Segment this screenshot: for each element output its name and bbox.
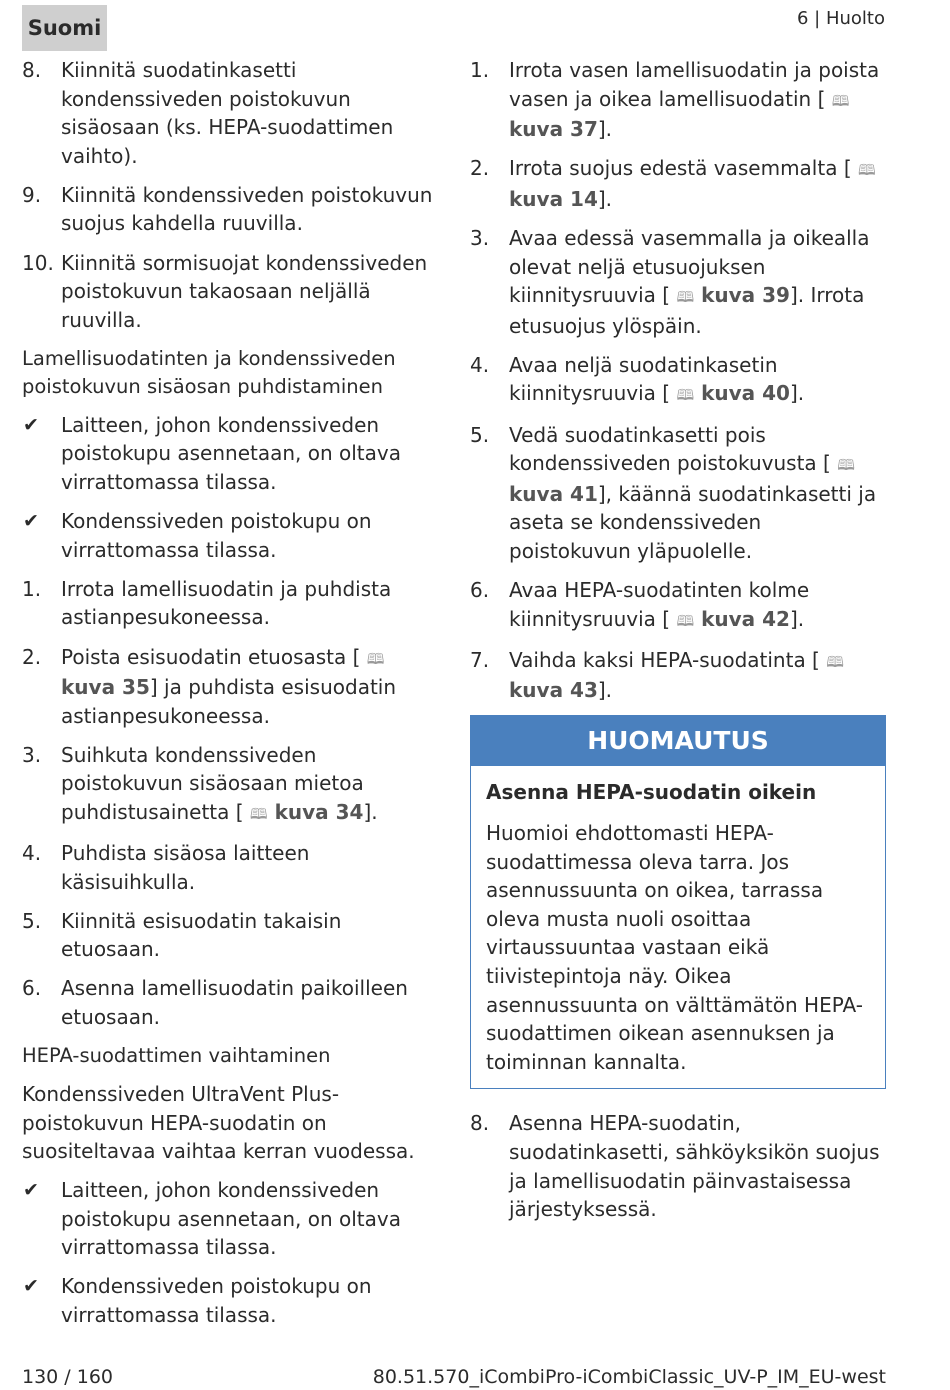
step-number: 5. <box>470 422 490 447</box>
figure-reference-label: kuva 42 <box>701 606 790 631</box>
book-icon: 🕮 <box>857 161 876 180</box>
step-item <box>470 351 886 410</box>
step-text: Irrota lamellisuodatin ja puhdista astianpesukoneessa. <box>61 576 392 630</box>
step-number: 8. <box>470 1111 490 1136</box>
step-text-after-ref: ]. <box>597 186 613 211</box>
step-text-before-ref: Suihkuta kondenssiveden poistokuvun sisäosaan mietoa puhdistusainetta [ <box>61 742 364 824</box>
step-text <box>61 645 396 728</box>
step-item <box>470 576 886 635</box>
step-text-after-ref: ]. Irrota etusuojus ylöspäin. <box>509 283 865 338</box>
step-item <box>470 154 886 213</box>
notice-subtitle: Asenna HEPA-suodatin oikein <box>486 780 817 805</box>
step-number: 2. <box>470 156 490 181</box>
step-number: 9. <box>22 182 42 207</box>
right-column <box>470 56 886 1234</box>
step-text-after-ref: ] ja puhdista esisuodatin astianpesukoneessa. <box>61 675 397 728</box>
step-text-before-ref: Irrota suojus edestä vasemmalta [ <box>509 156 858 181</box>
notice-text: Huomioi ehdottomasti HEPA-suodattimessa oleva tarra. Jos asennussuunta on oikea, tarrassa oleva musta nuoli osoittaa virtaussuuntaa vastaan eikä tiivistepintoja näy. Oikea asennussuunta on välttämätön HEPA-suodattimen oikean asennuksen ja toiminnan kannalta. <box>486 820 863 1074</box>
step-text-before-ref: Avaa neljä suodatinkasetin kiinnitysruuvia [ <box>509 352 778 406</box>
step-text-after-ref: ], käännä suodatinkasetti ja aseta se kondenssiveden poistokuvun yläpuolelle. <box>509 481 877 563</box>
book-icon: 🕮 <box>676 288 695 307</box>
figure-reference-label: kuva 35 <box>61 675 150 700</box>
step-text <box>509 58 879 141</box>
book-icon: 🕮 <box>826 652 844 671</box>
steps-list-continued <box>22 56 440 334</box>
check-icon: ✔ <box>23 413 39 436</box>
book-icon: 🕮 <box>676 386 695 405</box>
step-item <box>22 974 440 1031</box>
step-number: 3. <box>22 742 42 767</box>
section-heading-hepa: HEPA-suodattimen vaihtaminen <box>22 1044 331 1068</box>
step-item <box>22 643 440 731</box>
step-number: 6. <box>22 976 42 1001</box>
step-item <box>22 741 440 829</box>
book-icon: 🕮 <box>831 91 850 110</box>
figure-reference-label: kuva 37 <box>509 117 598 142</box>
step-item <box>470 421 886 566</box>
step-number: 4. <box>470 352 490 377</box>
step-number: 1. <box>470 58 490 82</box>
figure-reference-link[interactable] <box>676 381 790 405</box>
page-number: 130 / 160 <box>22 1366 114 1388</box>
check-icon: ✔ <box>23 1275 39 1298</box>
hepa-intro-paragraph: Kondenssiveden UltraVent Plus-poistokuvun HEPA-suodatin on suositeltavaa vaihtaa kerran vuodessa. <box>22 1082 415 1164</box>
prerequisite-item <box>22 1272 440 1329</box>
step-item <box>470 56 886 144</box>
figure-reference-link[interactable] <box>250 800 364 824</box>
final-step-list <box>470 1109 886 1223</box>
figure-reference-label: kuva 40 <box>701 381 790 406</box>
prerequisites-list <box>22 411 440 564</box>
prerequisite-item <box>22 507 440 564</box>
step-text <box>509 648 844 703</box>
step-text: Kiinnitä sormisuojat kondenssiveden poistokuvun takaosaan neljällä ruuvilla. <box>61 250 428 332</box>
step-text <box>509 578 809 631</box>
step-item <box>22 56 440 170</box>
figure-reference-label: kuva 39 <box>701 283 790 308</box>
step-number: 3. <box>470 225 490 250</box>
book-icon: 🕮 <box>366 649 385 668</box>
prerequisite-item <box>22 411 440 497</box>
check-icon: ✔ <box>23 1178 39 1201</box>
book-icon: 🕮 <box>249 804 268 823</box>
notice-box <box>470 715 886 1089</box>
step-item <box>470 224 886 340</box>
step-text <box>509 353 804 406</box>
step-number: 5. <box>22 908 42 933</box>
figure-reference-link[interactable] <box>676 607 790 631</box>
step-number: 6. <box>470 578 490 602</box>
book-icon: 🕮 <box>676 611 695 630</box>
step-text: Laitteen, johon kondenssiveden poistokupu asennetaan, on oltava virrattomassa tilassa. <box>61 412 401 495</box>
step-number: 2. <box>22 644 42 669</box>
step-item <box>22 839 440 896</box>
figure-reference-label: kuva 14 <box>509 186 598 211</box>
step-item <box>22 907 440 964</box>
step-text-before-ref: Vaihda kaksi HEPA-suodatinta [ <box>509 647 827 672</box>
step-text: Puhdista sisäosa laitteen käsisuihkulla. <box>61 841 310 894</box>
prerequisite-item <box>22 1176 440 1262</box>
figure-reference-label: kuva 41 <box>509 481 598 506</box>
figure-reference-label: kuva 43 <box>509 678 598 703</box>
step-text: Laitteen, johon kondenssiveden poistokupu asennetaan, on oltava virrattomassa tilassa. <box>61 1177 401 1260</box>
step-text: Asenna lamellisuodatin paikoilleen etuosaan. <box>61 976 408 1030</box>
step-item <box>22 249 440 335</box>
step-text-after-ref: ]. <box>363 799 378 824</box>
step-text-before-ref: Poista esisuodatin etuosasta [ <box>61 644 367 669</box>
step-number: 4. <box>22 841 42 866</box>
hepa-steps-list <box>470 56 886 705</box>
step-text <box>509 423 876 563</box>
step-text-after-ref: ]. <box>597 117 613 142</box>
chapter-title: 6 | Huolto <box>797 8 885 29</box>
step-item <box>470 1109 886 1223</box>
step-item <box>22 575 440 632</box>
document-id: 80.51.570_iCombiPro-iCombiClassic_UV-P_IM_EU-west <box>372 1366 886 1388</box>
step-text-before-ref: Avaa HEPA-suodatinten kolme kiinnitysruuvia [ <box>509 578 810 631</box>
step-text-before-ref: Irrota vasen lamellisuodatin ja poista vasen ja oikea lamellisuodatin [ <box>509 58 880 111</box>
step-text: Asenna HEPA-suodatin, suodatinkasetti, sähköyksikön suojus ja lamellisuodatin päinvastaisessa järjestyksessä. <box>509 1111 880 1222</box>
step-text-after-ref: ]. <box>597 678 613 703</box>
step-text: Kiinnitä kondenssiveden poistokuvun suojus kahdella ruuvilla. <box>61 182 433 236</box>
figure-reference-label: kuva 34 <box>274 799 364 824</box>
step-text-before-ref: Avaa edessä vasemmalla ja oikealla olevat neljä etusuojuksen kiinnitysruuvia [ <box>509 225 870 308</box>
step-number: 8. <box>22 58 42 82</box>
step-text-before-ref: Vedä suodatinkasetti pois kondenssiveden poistokuvusta [ <box>509 422 838 476</box>
step-text-after-ref: ]. <box>789 381 805 406</box>
step-text-after-ref: ]. <box>789 606 805 631</box>
step-text <box>509 156 876 211</box>
check-icon: ✔ <box>23 510 39 533</box>
step-text <box>61 743 378 824</box>
step-number: 1. <box>22 576 42 601</box>
language-tab: Suomi <box>22 5 107 51</box>
step-text <box>509 226 870 338</box>
section-heading-cleaning: Lamellisuodatinten ja kondenssiveden poistokuvun sisäosan puhdistaminen <box>22 346 396 398</box>
step-item <box>22 181 440 238</box>
step-number: 7. <box>470 647 490 672</box>
left-column <box>22 56 440 1340</box>
step-number: 10. <box>22 250 54 275</box>
step-text: Kiinnitä esisuodatin takaisin etuosaan. <box>61 908 342 962</box>
notice-body <box>471 766 885 1088</box>
step-text: Kondenssiveden poistokupu on virrattomassa tilassa. <box>61 1274 372 1327</box>
cleaning-steps-list <box>22 575 440 1032</box>
step-item <box>470 646 886 705</box>
book-icon: 🕮 <box>837 456 855 475</box>
figure-reference-link[interactable] <box>676 283 790 307</box>
notice-title: HUOMAUTUS <box>471 716 885 766</box>
prerequisites-list <box>22 1176 440 1329</box>
step-text: Kiinnitä suodatinkasetti kondenssiveden poistokuvun sisäosaan (ks. HEPA-suodattimen vaihto). <box>61 58 394 168</box>
step-text: Kondenssiveden poistokupu on virrattomassa tilassa. <box>61 509 372 562</box>
